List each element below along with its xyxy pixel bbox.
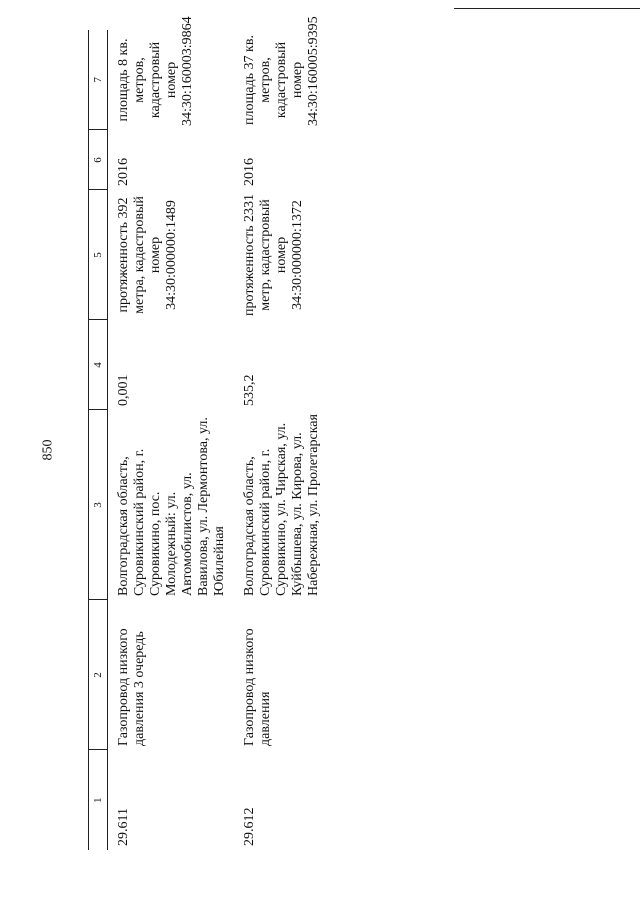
table-row: [108, 30, 235, 850]
cell-land: площадь 37 кв. метров, кадастровый номер 34:30:160005:9395: [242, 16, 321, 126]
cell-num: 29.611: [116, 808, 131, 846]
col-header-5: 5: [89, 190, 108, 320]
top-rule: [454, 8, 640, 9]
cell-value: 535,2: [242, 374, 257, 406]
property-register-table: [88, 16, 328, 850]
col-header-3: 3: [89, 410, 108, 600]
col-header-2: 2: [89, 600, 108, 750]
cell-address: Волгоградская область, Суровикинский район, г. Суровикино, ул. Чирская, ул. Куйбышева, ул. Кирова, ул. Набережная, ул. Пролетарская: [242, 414, 321, 596]
cell-address: Волгоградская область, Суровикинский район, г. Суровикино, пос. Молодежный: ул. Автомобилистов, ул. Вавилова, ул. Лермонтова, ул. Юбилейная: [116, 417, 227, 596]
cell-land: площадь 8 кв. метров, кадастровый номер 34:30:160003:9864: [116, 16, 195, 126]
col-header-1: 1: [89, 750, 108, 850]
col-header-6: 6: [89, 130, 108, 190]
cell-name: Газопровод низкого давления 3 очередь: [116, 628, 147, 746]
page-number: 850: [40, 439, 56, 461]
cell-characteristics: протяженность 392 метра, кадастровый номер 34:30:000000:1489: [116, 196, 179, 314]
header-row: [89, 30, 108, 850]
cell-value: 0,001: [116, 374, 131, 406]
table-row: [234, 30, 328, 850]
cell-year: 2016: [242, 158, 257, 186]
cell-name: Газопровод низкого давления: [242, 628, 273, 746]
cell-characteristics: протяженность 2331 метр, кадастровый номер 34:30:000000:1372: [242, 194, 305, 316]
cell-year: 2016: [116, 158, 131, 186]
cell-num: 29.612: [242, 807, 257, 846]
col-header-4: 4: [89, 320, 108, 410]
rotated-table-sheet: [88, 16, 498, 850]
col-header-7: 7: [89, 30, 108, 130]
